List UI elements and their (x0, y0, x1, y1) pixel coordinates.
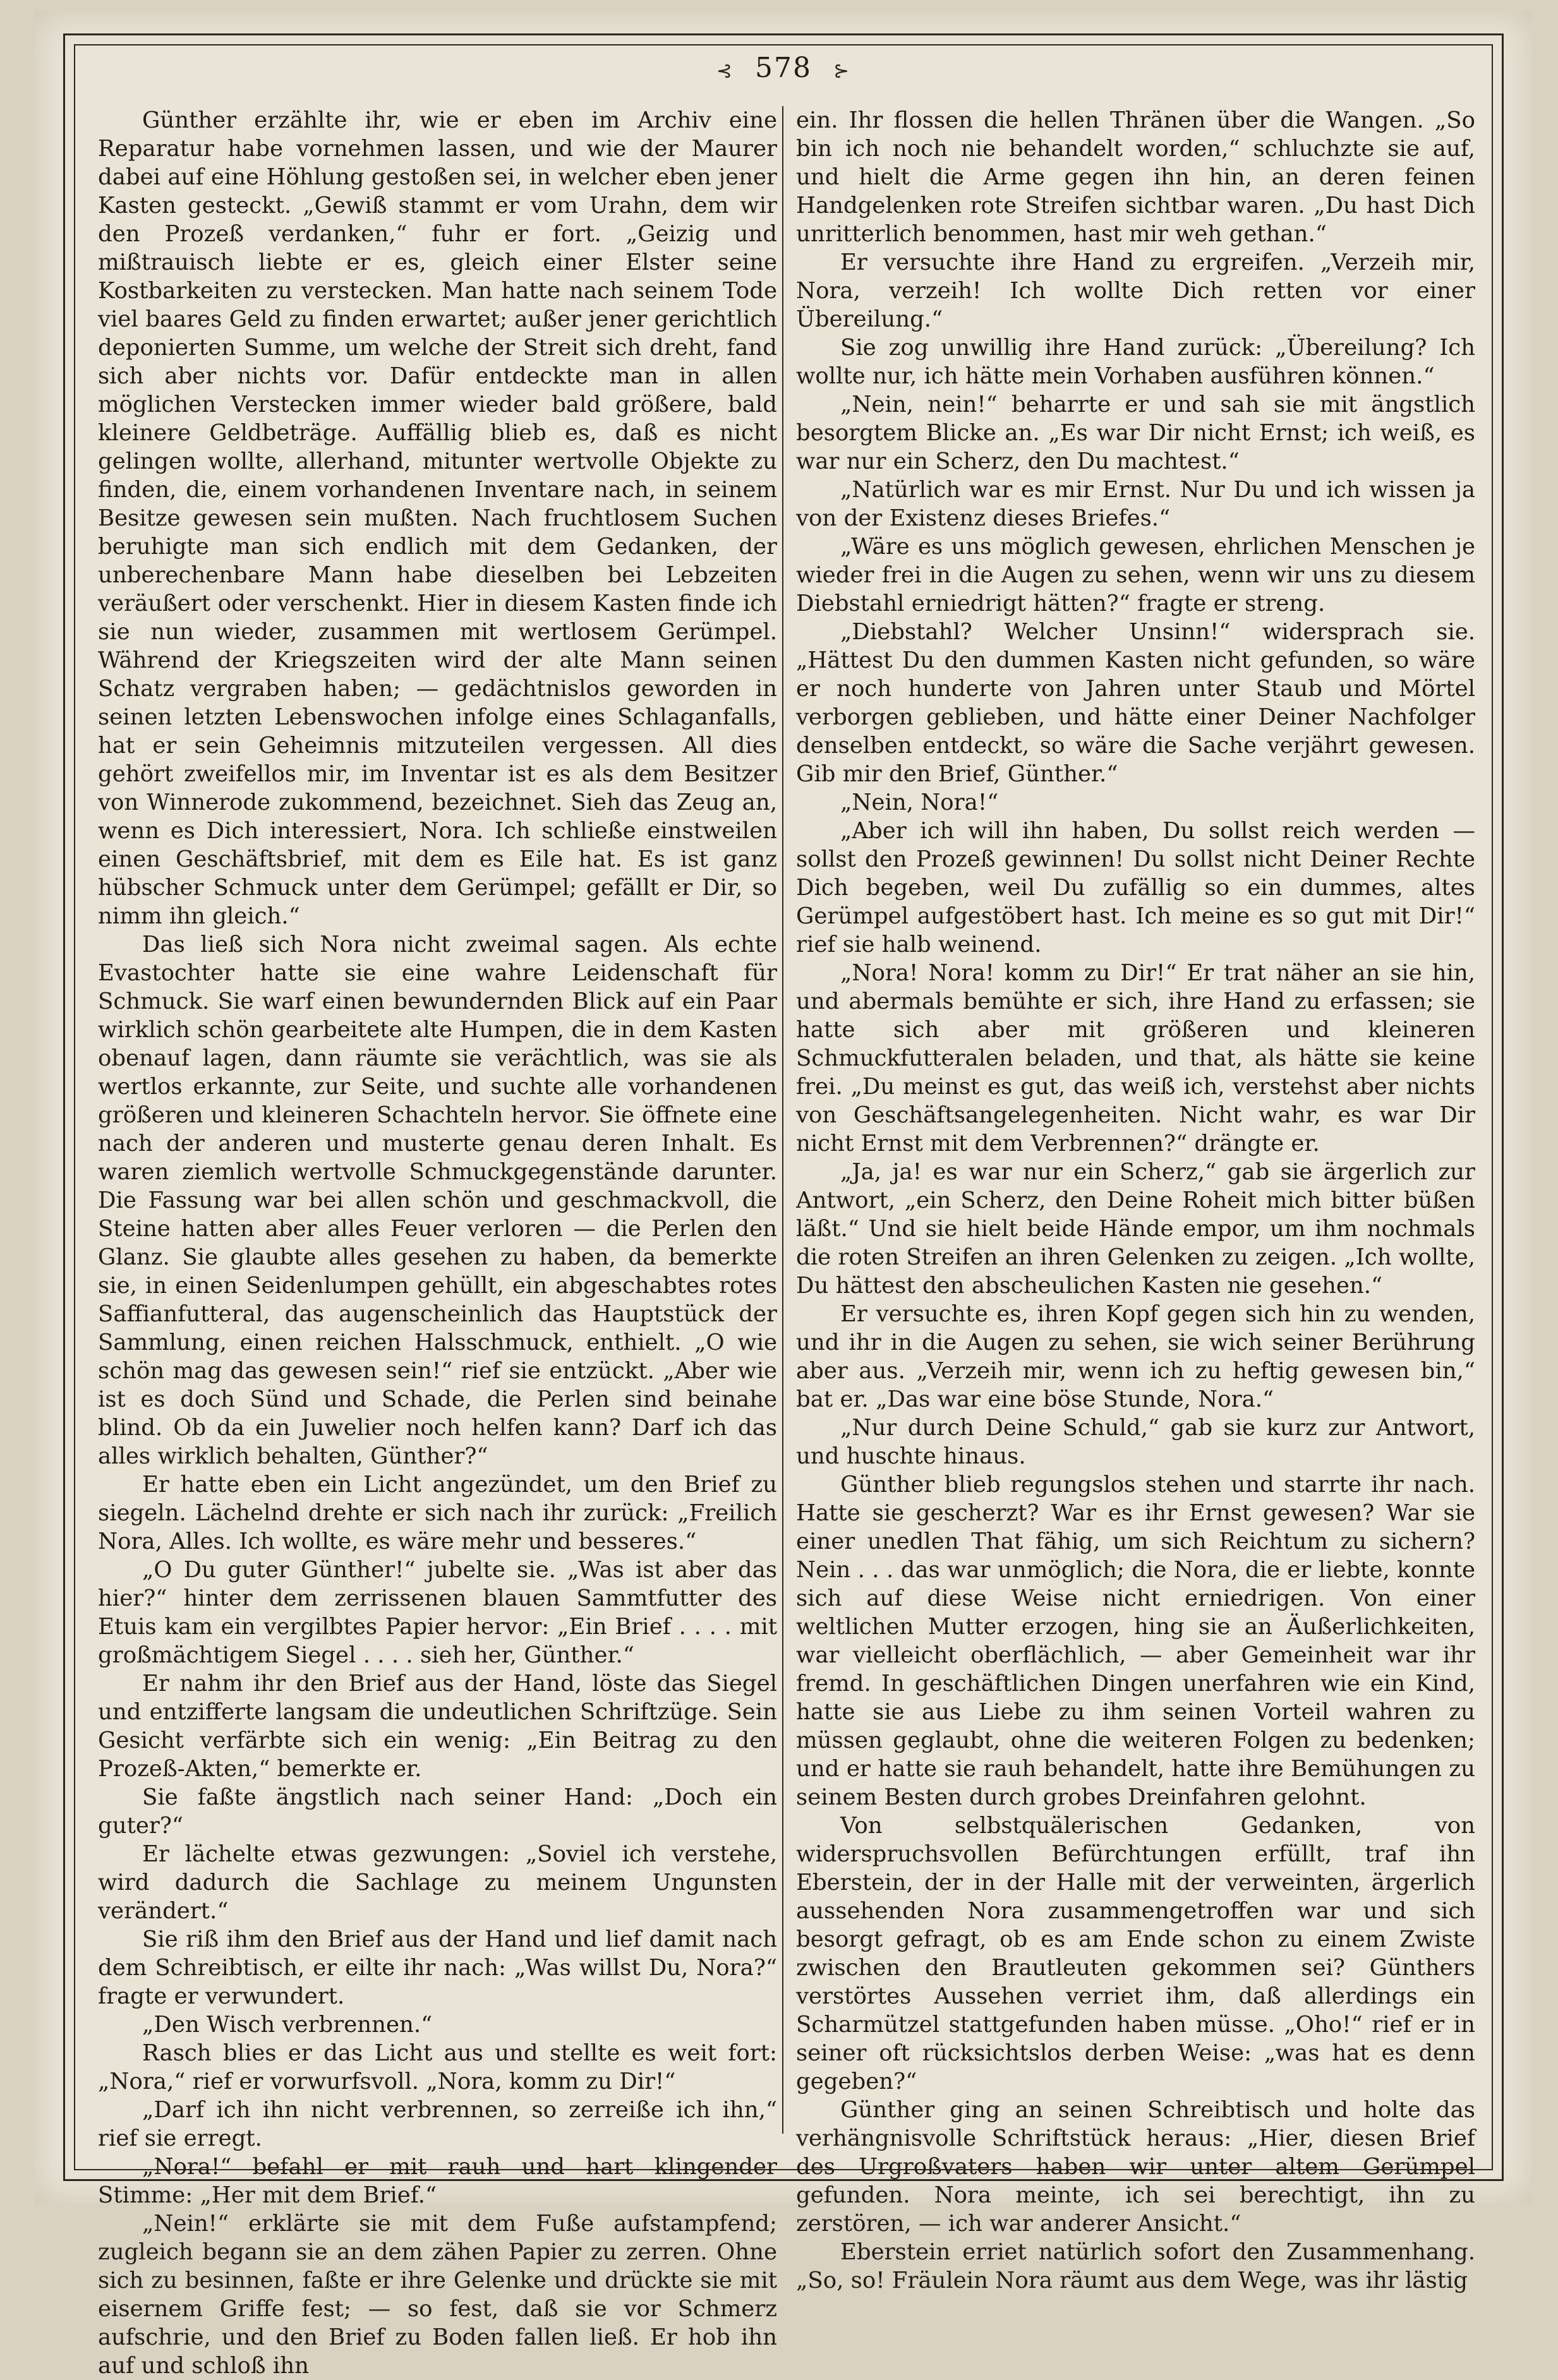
paragraph: „Den Wisch verbrennen.“ (142, 2012, 433, 2038)
paragraph: Günther blieb regungslos stehen und starrte ihr nach. Hatte sie gescherzt? War es ihr Ernst gewesen? War sie einer unedlen That fähig, um sich Reichtum zu sichern? Nein . . . das war unmöglich; die Nora, die er liebte, konnte sich auf diese Weise nicht erniedrigen. Von einer weltlichen Mutter erzogen, hing sie an Äußerlichkeiten, war vielleicht oberflächlich, — aber Gemeinheit war ihr fremd. In geschäftlichen Dingen unerfahren wie ein Kind, hatte sie aus Liebe zu ihm seinen Vorteil wahren zu müssen geglaubt, ohne die weiteren Folgen zu bedenken; und er hatte sie rauh behandelt, hatte ihre Bemühungen zu seinem Besten durch grobes Dreinfahren gelohnt. (796, 1472, 1475, 1810)
paragraph: Das ließ sich Nora nicht zweimal sagen. Als echte Evastochter hatte sie eine wahre Leidenschaft für Schmuck. Sie warf einen bewundernden Blick auf ein Paar wirklich schön gearbeitete alte Humpen, die in dem Kasten obenauf lagen, dann räumte sie verächtlich, was sie als wertlos erkannte, zur Seite, und suchte alle vorhandenen größeren und kleineren Schachteln hervor. Sie öffnete eine nach der anderen und musterte genau deren Inhalt. Es waren ziemlich wertvolle Schmuckgegenstände darunter. Die Fassung war bei allen schön und geschmackvoll, die Steine hatten aber alles Feuer verloren — die Perlen den Glanz. Sie glaubte alles gesehen zu haben, da bemerkte sie, in einen Seidenlumpen gehüllt, ein abgeschabtes rotes Saffianfutteral, das augenscheinlich das Hauptstück der Sammlung, einen reichen Halsschmuck, enthielt. „O wie schön mag das gewesen sein!“ rief sie entzückt. „Aber wie ist es doch Sünd und Schade, die Perlen sind beinahe blind. Ob da ein Juwelier noch helfen kann? Darf ich das alles wirklich behalten, Günther?“ (98, 932, 777, 1469)
page-number: 578 (755, 52, 812, 84)
book-page (35, 11, 1532, 2379)
paragraph: „Nora! Nora! komm zu Dir!“ Er trat näher an sie hin, und abermals bemühte er sich, ihre Hand zu erfassen; sie hatte sich aber mit größeren und kleineren Schmuckfutteralen beladen, und that, als hätte sie keine frei. „Du meinst es gut, das weiß ich, verstehst aber nichts von Geschäftsangelegenheiten. Nicht wahr, es war Dir nicht Ernst mit dem Verbrennen?“ drängte er. (796, 960, 1475, 1157)
paragraph: „Nur durch Deine Schuld,“ gab sie kurz zur Antwort, und huschte hinaus. (796, 1415, 1475, 1469)
paragraph: Günther ging an seinen Schreibtisch und holte das verhängnisvolle Schriftstück heraus: „Hier, diesen Brief des Urgroßvaters haben wir unter altem Gerümpel gefunden. Nora meinte, ich sei berechtigt, ihn zu zerstören, — ich war anderer Ansicht.“ (796, 2097, 1475, 2237)
paragraph: „Wäre es uns möglich gewesen, ehrlichen Menschen je wieder frei in die Augen zu sehen, wenn wir uns zu diesem Diebstahl erniedrigt hätten?“ fragte er streng. (796, 534, 1475, 616)
paragraph: Sie riß ihm den Brief aus der Hand und lief damit nach dem Schreibtisch, er eilte ihr nach: „Was willst Du, Nora?“ fragte er verwundert. (98, 1926, 777, 2009)
paragraph: „O Du guter Günther!“ jubelte sie. „Was ist aber das hier?“ hinter dem zerrissenen blauen Sammtfutter des Etuis kam ein vergilbtes Papier hervor: „Ein Brief . . . . mit großmächtigem Siegel . . . . sieh her, Günther.“ (98, 1557, 777, 1668)
paragraph: „Ja, ja! es war nur ein Scherz,“ gab sie ärgerlich zur Antwort, „ein Scherz, den Deine Roheit mich bitter büßen läßt.“ Und sie hielt beide Hände empor, um ihm nochmals die roten Streifen an ihren Gelenken zu zeigen. „Ich wollte, Du hättest den abscheulichen Kasten nie gesehen.“ (796, 1159, 1475, 1299)
paragraph: Er hatte eben ein Licht angezündet, um den Brief zu siegeln. Lächelnd drehte er sich nach ihr zurück: „Freilich Nora, Alles. Ich wollte, es wäre mehr und besseres.“ (98, 1472, 777, 1554)
left-column (98, 106, 777, 2380)
paragraph: Rasch blies er das Licht aus und stellte es weit fort: „Nora,“ rief er vorwurfsvoll. „Nora, komm zu Dir!“ (98, 2040, 777, 2095)
paragraph: „Nein, Nora!“ (840, 790, 999, 815)
paragraph: „Nein!“ erklärte sie mit dem Fuße aufstampfend; zugleich begann sie an dem zähen Papier zu zerren. Ohne sich zu besinnen, faßte er ihre Gelenke und drückte sie mit eisernem Griffe fest; — so fest, daß sie vor Schmerz aufschrie, und den Brief zu Boden fallen ließ. Er hob ihn auf und schloß ihn (98, 2211, 777, 2379)
column-divider (782, 106, 783, 2134)
paragraph: Von selbstquälerischen Gedanken, von widerspruchsvollen Befürchtungen erfüllt, traf ihn Eberstein, der in der Halle mit der verweinten, ärgerlich aussehenden Nora zusammengetroffen war und sich besorgt gefragt, ob es am Ende schon zu einem Zwiste zwischen den Brautleuten gekommen sei? Günthers verstörtes Aussehen verriet ihm, daß allerdings ein Scharmützel stattgefunden haben müsse. „Oho!“ rief er in seiner oft rücksichtslos derben Weise: „was hat es denn gegeben?“ (796, 1813, 1475, 2095)
paragraph: Sie zog unwillig ihre Hand zurück: „Übereilung? Ich wollte nur, ich hätte mein Vorhaben ausführen können.“ (796, 335, 1475, 389)
paragraph: Er lächelte etwas gezwungen: „Soviel ich verstehe, wird dadurch die Sachlage zu meinem Ungunsten verändert.“ (98, 1841, 777, 1924)
paragraph: Er nahm ihr den Brief aus der Hand, löste das Siegel und entzifferte langsam die undeutlichen Schriftzüge. Sein Gesicht verfärbte sich ein wenig: „Ein Beitrag zu den Prozeß-Akten,“ bemerkte er. (98, 1671, 777, 1782)
paragraph: „Aber ich will ihn haben, Du sollst reich werden — sollst den Prozeß gewinnen! Du sollst nicht Deiner Rechte Dich begeben, weil Du zufällig so ein dummes, altes Gerümpel aufgestöbert hast. Ich meine es so gut mit Dir!“ rief sie halb weinend. (796, 818, 1475, 958)
paragraph: Günther erzählte ihr, wie er eben im Archiv eine Reparatur habe vornehmen lassen, und wie der Maurer dabei auf eine Höhlung gestoßen sei, in welcher eben jener Kasten gesteckt. „Gewiß stammt er vom Urahn, dem wir den Prozeß verdanken,“ fuhr er fort. „Geizig und mißtrauisch liebte er es, gleich einer Elster seine Kostbarkeiten zu verstecken. Man hatte nach seinem Tode viel baares Geld zu finden erwartet; außer jener gerichtlich deponierten Summe, um welche der Streit sich dreht, fand sich aber nichts vor. Dafür entdeckte man in allen möglichen Verstecken immer wieder bald größere, bald kleinere Geldbeträge. Auffällig blieb es, daß es nicht gelingen wollte, allerhand, mitunter wertvolle Objekte zu finden, die, einem vorhandenen Inventare nach, in seinem Besitze gewesen sein mußten. Nach fruchtlosem Suchen beruhigte man sich endlich mit dem Gedanken, der unberechenbare Mann habe dieselben bei Lebzeiten veräußert oder verschenkt. Hier in diesem Kasten finde ich sie nun wieder, zusammen mit wertlosem Gerümpel. Während der Kriegszeiten wird der alte Mann seinen Schatz vergraben haben; — gedächtnislos geworden in seinen letzten Lebenswochen infolge eines Schlaganfalls, hat er sein Geheimnis mitzuteilen vergessen. All dies gehört zweifellos mir, im Inventar ist es als dem Besitzer von Winnerode zukommend, bezeichnet. Sieh das Zeug an, wenn es Dich interessiert, Nora. Ich schließe einstweilen einen Geschäftsbrief, mit dem es Eile hat. Es ist ganz hübscher Schmuck unter dem Gerümpel; gefällt er Dir, so nimm ihn gleich.“ (98, 107, 777, 929)
paragraph: Er versuchte ihre Hand zu ergreifen. „Verzeih mir, Nora, verzeih! Ich wollte Dich retten vor einer Übereilung.“ (796, 249, 1475, 332)
paragraph: „Nora!“ befahl er mit rauh und hart klingender Stimme: „Her mit dem Brief.“ (98, 2154, 777, 2208)
paragraph: Sie faßte ängstlich nach seiner Hand: „Doch ein guter?“ (98, 1784, 777, 1839)
right-column (796, 106, 1475, 2295)
paragraph: „Nein, nein!“ beharrte er und sah sie mit ängstlich besorgtem Blicke an. „Es war Dir nicht Ernst; ich weiß, es war nur ein Scherz, den Du machtest.“ (796, 392, 1475, 474)
page-header (35, 46, 1532, 90)
ornament-left-icon: ⊰ (716, 60, 734, 82)
paragraph: Er versuchte es, ihren Kopf gegen sich hin zu wenden, und ihr in die Augen zu sehen, sie wich seiner Berührung aber aus. „Verzeih mir, wenn ich zu heftig gewesen bin,“ bat er. „Das war eine böse Stunde, Nora.“ (796, 1301, 1475, 1412)
paragraph: „Diebstahl? Welcher Unsinn!“ widersprach sie. „Hättest Du den dummen Kasten nicht gefunden, so wäre er noch hunderte von Jahren unter Staub und Mörtel verborgen geblieben, und hätte einer Deiner Nachfolger denselben entdeckt, so wäre die Sache verjährt gewesen. Gib mir den Brief, Günther.“ (796, 619, 1475, 787)
ornament-right-icon: ⊱ (833, 60, 851, 82)
paragraph: „Natürlich war es mir Ernst. Nur Du und ich wissen ja von der Existenz dieses Briefes.“ (796, 477, 1475, 531)
paragraph: „Darf ich ihn nicht verbrennen, so zerreiße ich ihn,“ rief sie erregt. (98, 2097, 777, 2151)
paragraph: ein. Ihr flossen die hellen Thränen über die Wangen. „So bin ich noch nie behandelt worden,“ schluchzte sie auf, und hielt die Arme gegen ihn hin, an deren feinen Handgelenken rote Streifen sichtbar waren. „Du hast Dich unritterlich benommen, hast mir weh gethan.“ (796, 107, 1475, 247)
paragraph: Eberstein erriet natürlich sofort den Zusammenhang. „So, so! Fräulein Nora räumt aus dem Wege, was ihr lästig (796, 2239, 1475, 2293)
